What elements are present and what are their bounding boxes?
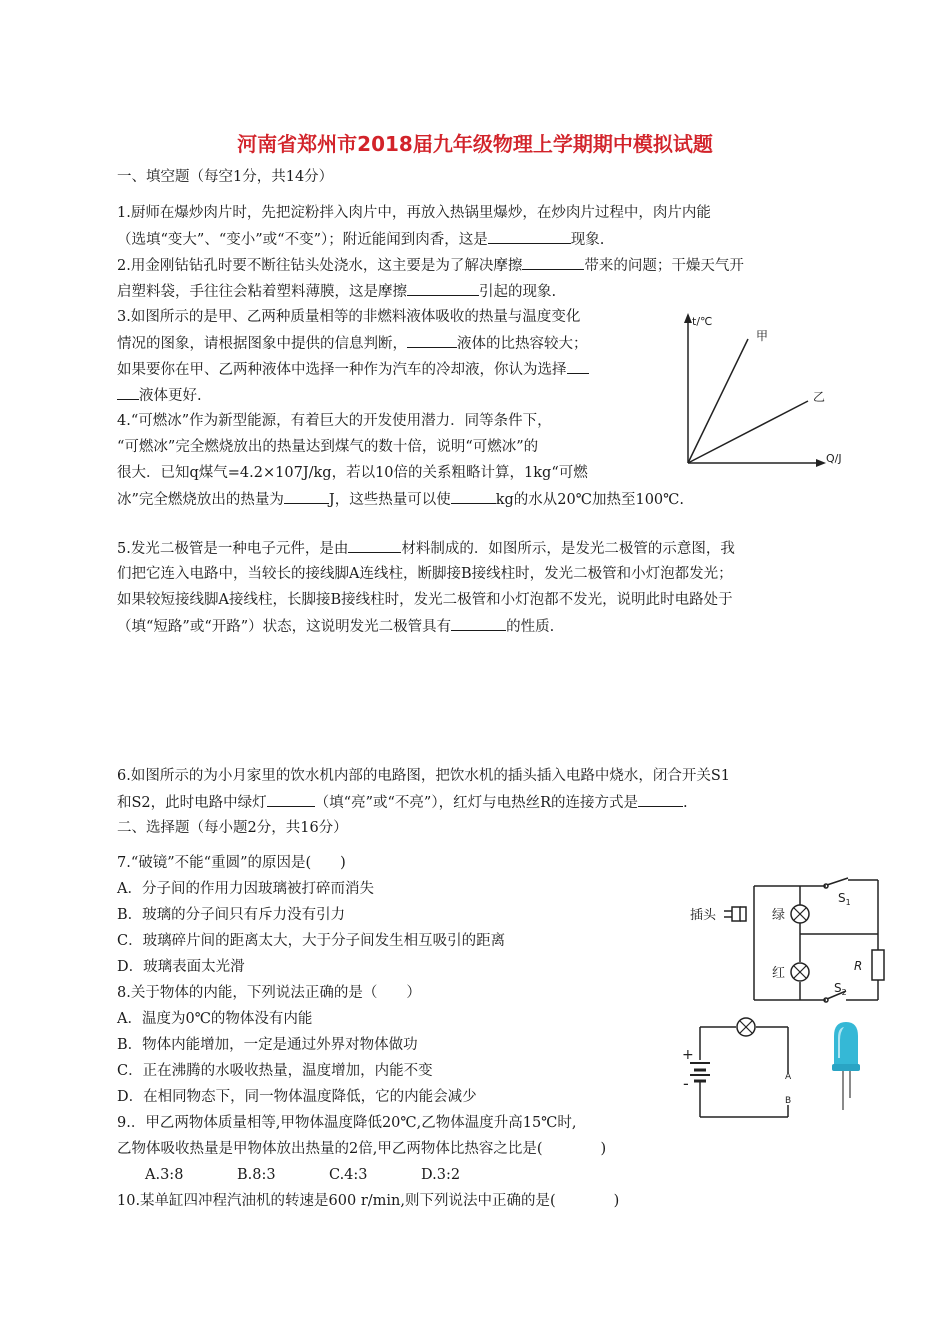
red-lamp-icon: [791, 963, 809, 981]
section1-heading: 一、填空题（每空1分，共14分）: [117, 169, 334, 185]
q9-line2: 乙物体吸收热量是甲物体放出热量的2倍,甲乙两物体比热容之比是( ): [117, 1141, 607, 1157]
dispenser-circuit-diagram: [688, 870, 893, 1020]
q3-line2: 情况的图象，请根据图象中提供的信息判断， 液体的比热容较大；: [117, 333, 588, 354]
q1-blank-2[interactable]: [488, 229, 571, 244]
q3-line1: 3.如图所示的是甲、乙两种质量相等的非燃料液体吸收的热量与温度变化: [117, 309, 581, 325]
q4-line4: 冰”完全燃烧放出的热量为 J，这些热量可以使 kg的水从20℃加热至100℃.: [117, 489, 684, 510]
green-lamp-label: 绿: [772, 908, 786, 923]
q4-line3: 很大．已知q煤气=4.2×107J/kg，若以10倍的关系粗略计算，1kg“可燃: [117, 465, 588, 481]
plug-icon: [724, 907, 746, 921]
graph-x-arrow: [816, 459, 826, 467]
q4-line2: “可燃冰”完全燃烧放出的热量达到煤气的数十倍，说明“可燃冰”的: [117, 439, 539, 455]
q1-line2: （选填“变大”、“变小”或“不变”）；附近能闻到肉香，这是 现象.: [117, 229, 604, 250]
q8-stem: 8.关于物体的内能，下列说法正确的是（ ）: [117, 985, 421, 1001]
q3-blank-2b[interactable]: [117, 385, 139, 400]
q5-line1: 5.发光二极管是一种电子元件，是由 材料制成的．如图所示，是发光二极管的示意图，我: [117, 538, 735, 559]
q8-option-b[interactable]: B．物体内能增加，一定是通过外界对物体做功: [117, 1037, 418, 1053]
q2-blank-1[interactable]: [522, 255, 584, 270]
q6-line1: 6.如图所示的为小月家里的饮水机内部的电路图，把饮水机的插头插入电路中烧水，闭合开关S1: [117, 768, 730, 784]
graph-label-yi: 乙: [813, 390, 826, 404]
q5-line2: 们把它连入电路中，当较长的接线脚A连线柱，断脚接B接线柱时，发光二极管和小灯泡都发光；: [117, 566, 733, 582]
resistor-label: R: [854, 959, 863, 973]
q8-option-d[interactable]: D．在相同物态下，同一物体温度降低，它的内能会减少: [117, 1089, 477, 1105]
q9-option-d[interactable]: D.3:2: [421, 1167, 461, 1183]
graph-y-arrow: [684, 313, 692, 323]
q8-option-c[interactable]: C．正在沸腾的水吸收热量，温度增加，内能不变: [117, 1063, 433, 1079]
heating-resistor: [872, 950, 884, 980]
graph-label-jia: 甲: [756, 329, 769, 343]
plug-label: 插头: [690, 908, 717, 923]
terminal-b-label: B: [785, 1096, 792, 1106]
q3-line4: 液体更好.: [117, 385, 202, 406]
q7-option-b[interactable]: B．玻璃的分子间只有斥力没有引力: [117, 907, 346, 923]
q4-blank-2[interactable]: [451, 489, 496, 504]
battery-minus-label: -: [683, 1074, 689, 1093]
q1-line1: 1.厨师在爆炒肉片时，先把淀粉拌入肉片中，再放入热锅里爆炒，在炒肉片过程中，肉片内能: [117, 205, 711, 221]
graph-line-jia: [688, 339, 748, 463]
led-circuit-diagram: [676, 1015, 806, 1125]
terminal-a-label: A: [785, 1072, 792, 1082]
section2-heading: 二、选择题（每小题2分，共16分）: [117, 820, 348, 836]
battery-icon: [690, 1063, 710, 1081]
q9-option-c[interactable]: C.4:3: [329, 1167, 368, 1183]
green-lamp-icon: [791, 905, 809, 923]
q7-option-c[interactable]: C．玻璃碎片间的距离太大，大于分子间发生相互吸引的距离: [117, 933, 506, 949]
q7-option-d[interactable]: D．玻璃表面太光滑: [117, 959, 245, 975]
q3-blank-1[interactable]: [407, 333, 457, 348]
q4-blank-1[interactable]: [284, 489, 329, 504]
q6-blank-1[interactable]: [267, 792, 315, 807]
q5-blank-2[interactable]: [451, 616, 506, 631]
switch-s1[interactable]: [824, 878, 848, 888]
red-lamp-label: 红: [772, 966, 786, 981]
q5-line4: （填“短路”或“开路”）状态，这说明发光二极管具有 的性质.: [117, 616, 554, 637]
graph-y-label: t/℃: [692, 315, 713, 328]
q9-option-b[interactable]: B.8:3: [237, 1167, 276, 1183]
q5-blank-1[interactable]: [348, 538, 401, 553]
q2-blank-2[interactable]: [407, 281, 479, 296]
q6-blank-2[interactable]: [638, 792, 683, 807]
q7-option-a[interactable]: A．分子间的作用力因玻璃被打碎而消失: [117, 881, 374, 897]
q6-line2: 和S2，此时电路中绿灯 （填“亮”或“不亮”），红灯与电热丝R的连接方式是 .: [117, 792, 688, 813]
q10-stem: 10.某单缸四冲程汽油机的转速是600 r/min,则下列说法中正确的是( ): [117, 1193, 620, 1209]
page-title: 河南省郑州市2018届九年级物理上学期期中模拟试题: [237, 132, 713, 156]
battery-plus-label: +: [682, 1047, 694, 1063]
bulb-icon: [737, 1018, 755, 1036]
q9-option-a[interactable]: A.3:8: [145, 1167, 184, 1183]
graph-line-yi: [688, 401, 808, 463]
q8-option-a[interactable]: A．温度为0℃的物体没有内能: [117, 1011, 313, 1027]
circuit-wires: [754, 880, 878, 1000]
s1-label: $S_1$: [838, 891, 851, 907]
q2-line2: 启塑料袋，手往往会粘着塑料薄膜，这是摩擦 引起的现象.: [117, 281, 556, 302]
q5-line3: 如果较短接线脚A接线柱，长脚接B接线柱时，发光二极管和小灯泡都不发光，说明此时电路处于: [117, 592, 733, 608]
graph-x-label: Q/J: [826, 452, 842, 465]
q9-line1: 9.．甲乙两物体质量相等,甲物体温度降低20℃,乙物体温度升高15℃时,: [117, 1115, 577, 1131]
q2-line1: 2.用金刚钻钻孔时要不断往钻头处浇水，这主要是为了解决摩擦 带来的问题；干燥天气开: [117, 255, 744, 276]
led-icon: [826, 1018, 866, 1118]
led-circuit-wires: [700, 1027, 788, 1117]
q7-stem: 7.“破镜”不能“重圆”的原因是( ): [117, 855, 346, 871]
temperature-heat-graph: [670, 305, 840, 475]
q4-line1: 4.“可燃冰”作为新型能源，有着巨大的开发使用潜力．同等条件下，: [117, 413, 552, 429]
s2-label: $S_2$: [834, 981, 847, 997]
q3-blank-2[interactable]: [567, 359, 589, 374]
q9-options: [145, 1165, 460, 1185]
q3-line3: 如果要你在甲、乙两种液体中选择一种作为汽车的冷却液，你认为选择: [117, 359, 589, 380]
